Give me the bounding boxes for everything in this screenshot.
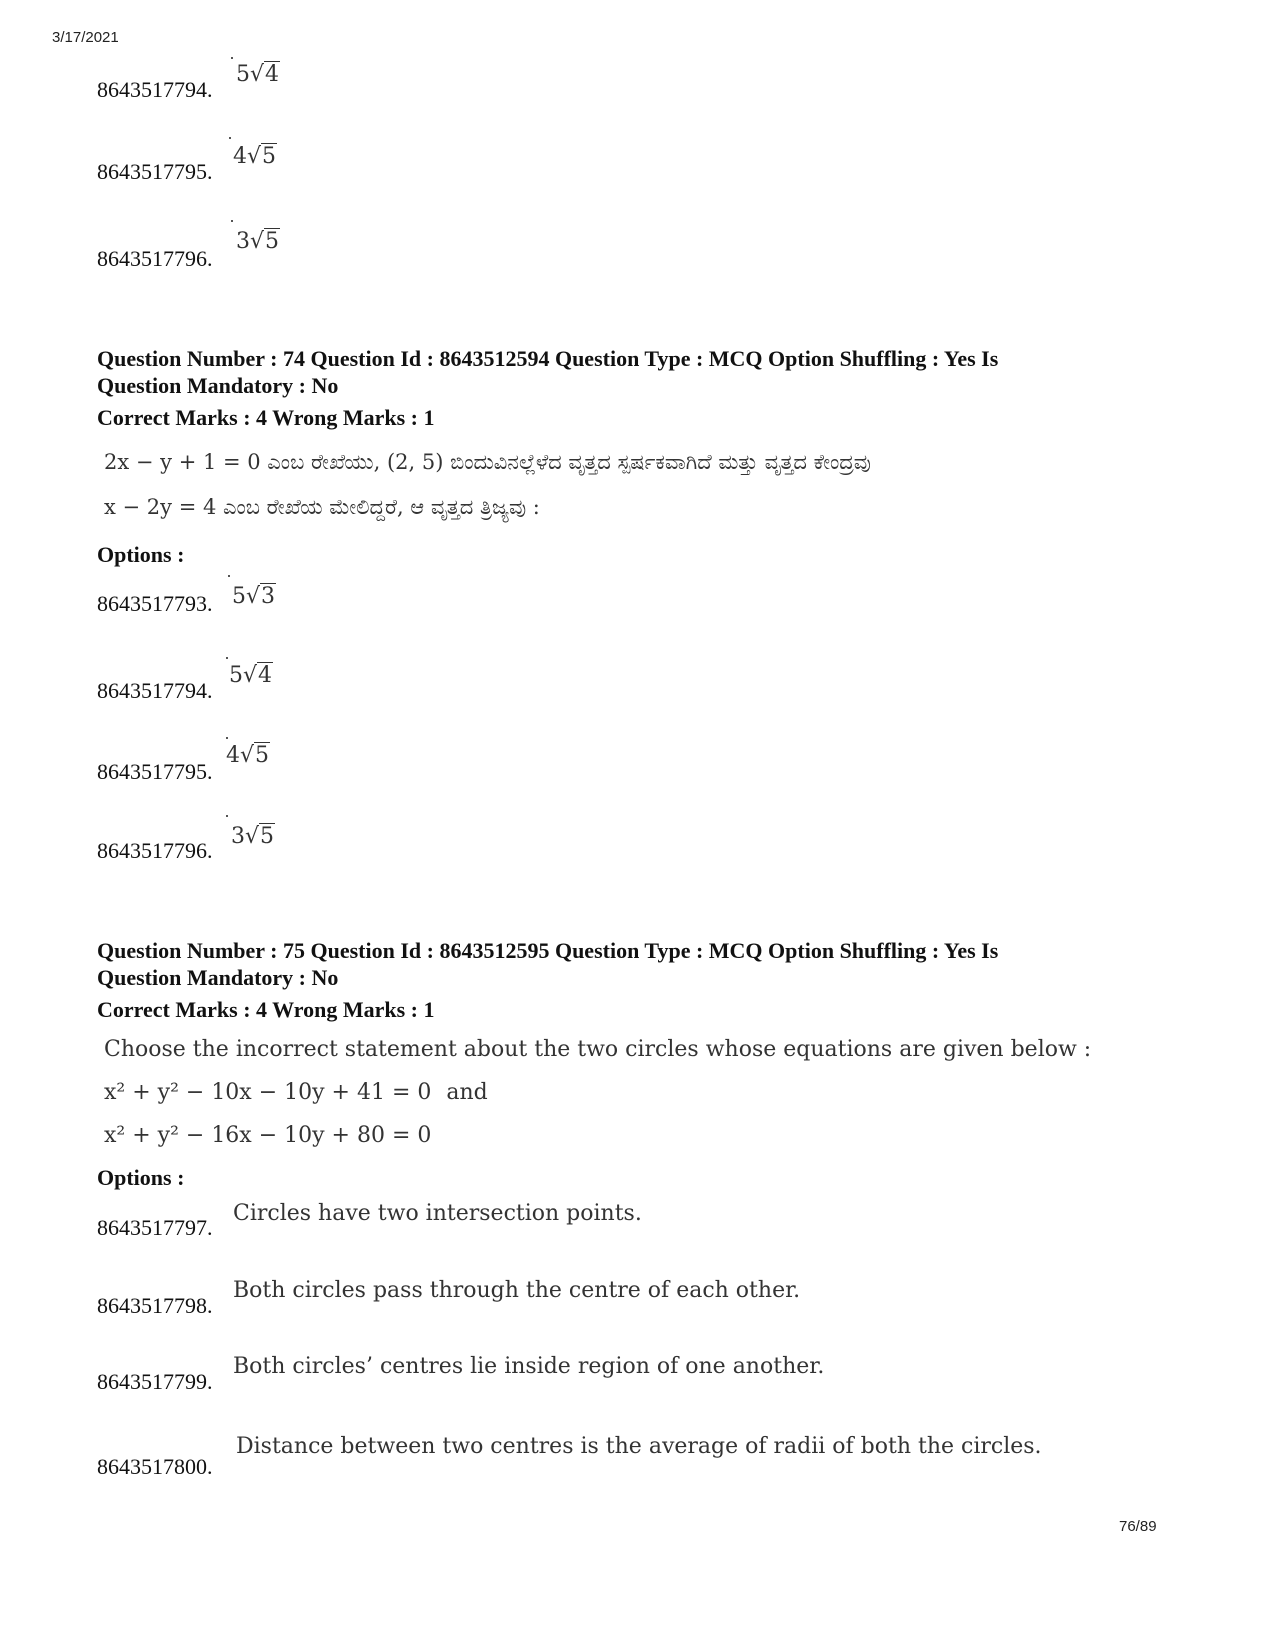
equation: x² + y² − 10x − 10y + 41 = 0 xyxy=(104,1080,432,1105)
options-label: Options : xyxy=(97,1165,185,1190)
print-date: 3/17/2021 xyxy=(52,29,119,46)
sqrt-coefficient: 3 xyxy=(231,824,245,849)
option-id: 8643517794. xyxy=(97,678,213,703)
radical-sign: √ xyxy=(240,743,255,768)
option-text: Both circles pass through the centre of each other. xyxy=(233,1278,801,1303)
sqrt-coefficient: 4 xyxy=(226,743,240,768)
equation-line: x² + y² − 16x − 10y + 80 = 0 xyxy=(104,1123,432,1148)
option-math xyxy=(236,229,280,254)
question-text-line: x − 2y = 4 ಎಂಬ ರೇಖೆಯ ಮೇಲಿದ್ದರೆ, ಆ ವೃತ್ತದ ತ್ರಿಜ್ಯವು : xyxy=(104,495,540,519)
option-math xyxy=(231,824,275,849)
option-math xyxy=(226,743,270,768)
radical-sign: √ xyxy=(247,144,262,169)
question-text-line: 2x − y + 1 = 0 ಎಂಬ ರೇಖೆಯು, (2, 5) ಬಿಂದುವಿನಲ್ಲೆಳೆದ ವೃತ್ತದ ಸ್ಪರ್ಷಕವಾಗಿದೆ ಮತ್ತು ವೃತ್ತದ ಕೇಂದ್ರವು xyxy=(104,450,871,474)
sqrt-radicand: 3 xyxy=(261,584,276,609)
question-marks: Correct Marks : 4 Wrong Marks : 1 xyxy=(97,997,435,1022)
option-marker xyxy=(226,657,228,659)
radical-sign: √ xyxy=(250,229,265,254)
option-marker xyxy=(226,815,228,817)
sqrt-coefficient: 5 xyxy=(232,584,246,609)
option-id: 8643517795. xyxy=(97,759,213,784)
sqrt-radicand: 4 xyxy=(258,663,273,688)
question-header: Question Number : 74 Question Id : 8643512594 Question Type : MCQ Option Shuffling : Yes Is xyxy=(97,346,999,371)
option-id: 8643517793. xyxy=(97,591,213,616)
question-text-line: Choose the incorrect statement about the two circles whose equations are given below : xyxy=(104,1037,1092,1062)
options-label: Options : xyxy=(97,542,185,567)
sqrt-coefficient: 5 xyxy=(229,663,243,688)
option-marker xyxy=(228,575,230,577)
sqrt-radicand: 4 xyxy=(265,62,280,87)
sqrt-radicand: 5 xyxy=(260,824,275,849)
equation-conjunction: and xyxy=(446,1080,488,1105)
radical-sign: √ xyxy=(246,584,261,609)
option-id: 8643517796. xyxy=(97,246,213,271)
question-mandatory: Question Mandatory : No xyxy=(97,965,339,990)
sqrt-coefficient: 5 xyxy=(236,62,250,87)
option-id: 8643517799. xyxy=(97,1369,213,1394)
option-text: Both circles’ centres lie inside region of one another. xyxy=(233,1354,825,1379)
option-marker xyxy=(226,737,228,739)
sqrt-radicand: 5 xyxy=(265,229,280,254)
option-id: 8643517798. xyxy=(97,1293,213,1318)
radical-sign: √ xyxy=(245,824,260,849)
radical-sign: √ xyxy=(250,62,265,87)
option-marker xyxy=(229,137,231,139)
page-number: 76/89 xyxy=(1119,1518,1157,1535)
question-header: Question Number : 75 Question Id : 8643512595 Question Type : MCQ Option Shuffling : Yes Is xyxy=(97,938,999,963)
radical-sign: √ xyxy=(243,663,258,688)
option-math xyxy=(232,584,276,609)
option-id: 8643517794. xyxy=(97,77,213,102)
option-id: 8643517796. xyxy=(97,838,213,863)
sqrt-coefficient: 4 xyxy=(233,144,247,169)
equation-line xyxy=(104,1080,488,1105)
sqrt-coefficient: 3 xyxy=(236,229,250,254)
option-id: 8643517800. xyxy=(97,1454,213,1479)
option-math xyxy=(236,62,280,87)
option-text: Circles have two intersection points. xyxy=(233,1201,642,1226)
option-id: 8643517797. xyxy=(97,1215,213,1240)
option-marker xyxy=(231,57,233,59)
option-math xyxy=(233,144,277,169)
question-mandatory: Question Mandatory : No xyxy=(97,373,339,398)
option-math xyxy=(229,663,273,688)
sqrt-radicand: 5 xyxy=(255,743,270,768)
option-text: Distance between two centres is the average of radii of both the circles. xyxy=(236,1434,1042,1459)
option-id: 8643517795. xyxy=(97,159,213,184)
sqrt-radicand: 5 xyxy=(262,144,277,169)
option-marker xyxy=(231,220,233,222)
question-marks: Correct Marks : 4 Wrong Marks : 1 xyxy=(97,405,435,430)
